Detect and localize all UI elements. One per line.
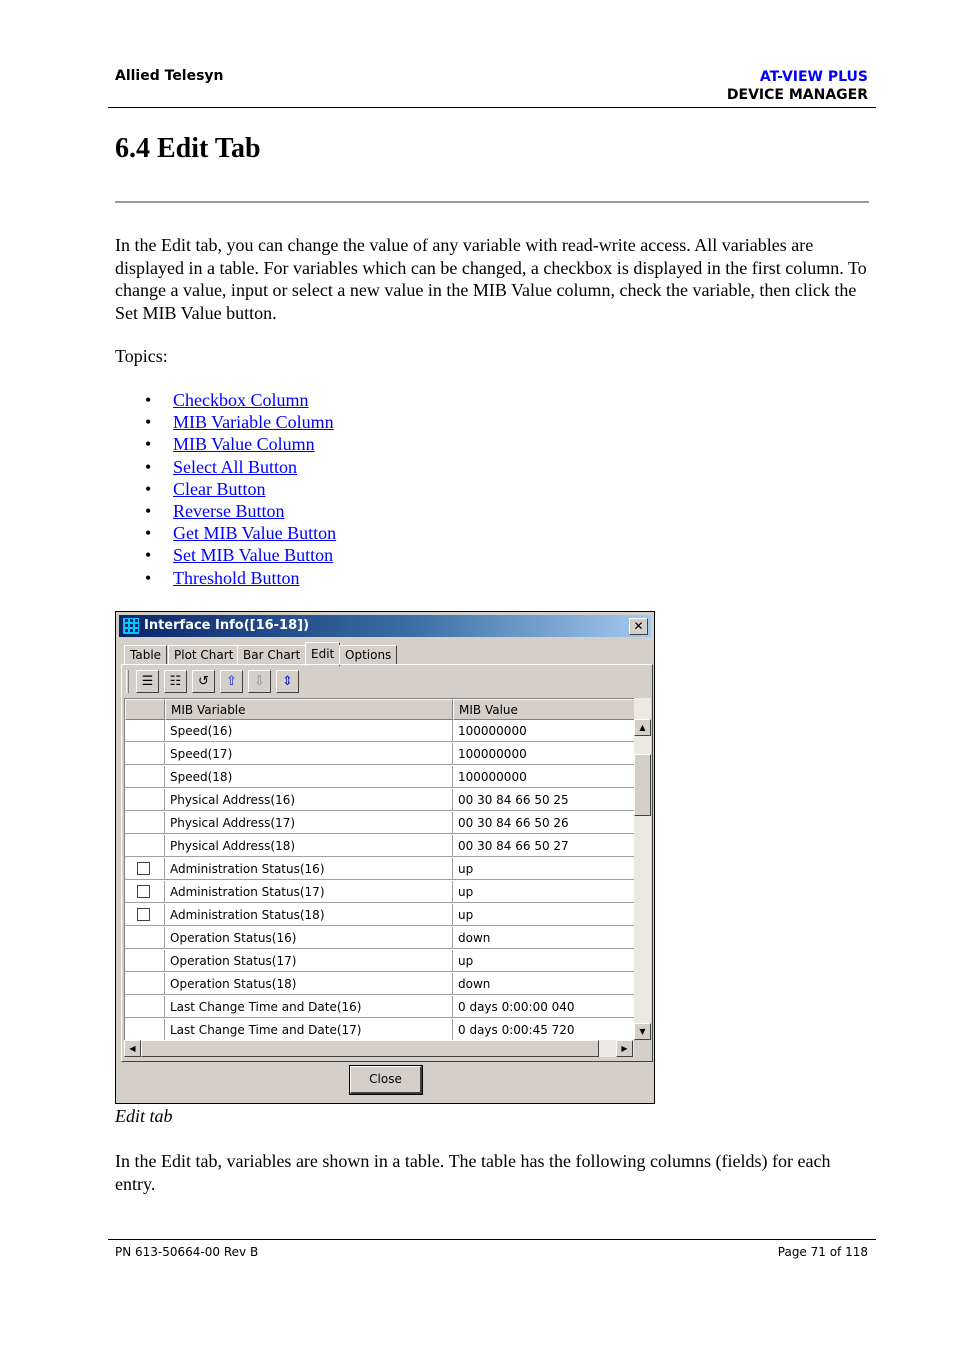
table-row[interactable] — [125, 766, 635, 789]
horizontal-scroll-thumb[interactable] — [141, 1040, 599, 1057]
checkbox-cell[interactable] — [125, 881, 165, 903]
table-row[interactable] — [125, 973, 635, 996]
tab-edit[interactable]: Edit — [305, 642, 340, 666]
topics-list — [115, 389, 336, 589]
tab-bar-chart[interactable]: Bar Chart — [237, 645, 306, 665]
header-divider — [108, 107, 876, 108]
set-mib-value-icon[interactable]: ⇩ — [248, 670, 271, 693]
get-mib-value-icon[interactable]: ⇧ — [220, 670, 243, 693]
table-row[interactable] — [125, 743, 635, 766]
mib-value-cell[interactable]: 0 days 0:00:45 720 — [453, 1019, 635, 1041]
topic-link-set-mib-value-button[interactable]: Set MIB Value Button — [173, 545, 334, 566]
mib-variable-cell: Physical Address(17) — [165, 812, 453, 834]
checkbox-cell — [125, 835, 165, 857]
clear-icon[interactable]: ☷ — [164, 670, 187, 693]
vertical-scrollbar[interactable] — [634, 698, 651, 1040]
checkbox-cell — [125, 789, 165, 811]
checkbox-cell — [125, 766, 165, 788]
column-header-mib-variable[interactable]: MIB Variable — [165, 699, 453, 720]
list-item — [115, 456, 336, 478]
window-titlebar[interactable] — [119, 615, 651, 637]
column-header-checkbox — [125, 699, 165, 720]
table-row[interactable] — [125, 881, 635, 904]
tab-plot-chart[interactable]: Plot Chart — [168, 645, 239, 665]
figure-caption: Edit tab — [115, 1106, 173, 1126]
table-row[interactable] — [125, 904, 635, 927]
list-item — [115, 522, 336, 544]
table-row[interactable] — [125, 858, 635, 881]
table-row[interactable] — [125, 996, 635, 1019]
select-all-icon[interactable]: ☰ — [136, 670, 159, 693]
reverse-icon[interactable]: ↺ — [192, 670, 215, 693]
list-item — [115, 544, 336, 566]
footer-doc-number: PN 613-50664-00 Rev B — [115, 1245, 259, 1259]
topic-link-mib-variable-column[interactable]: MIB Variable Column — [173, 412, 334, 433]
mib-variable-cell: Operation Status(16) — [165, 927, 453, 949]
table-row[interactable] — [125, 1019, 635, 1041]
tab-table[interactable]: Table — [124, 645, 167, 665]
list-item — [115, 411, 336, 433]
table-row[interactable] — [125, 812, 635, 835]
topic-link-clear-button[interactable]: Clear Button — [173, 478, 266, 499]
checkbox-cell — [125, 720, 165, 742]
toolbar-grip — [126, 670, 129, 693]
close-button[interactable]: Close — [350, 1066, 422, 1094]
tab-options[interactable]: Options — [339, 645, 397, 665]
horizontal-scrollbar[interactable] — [124, 1040, 634, 1057]
vertical-scroll-thumb[interactable] — [634, 754, 651, 816]
table-row[interactable] — [125, 927, 635, 950]
header-product-block — [727, 68, 868, 104]
topic-link-checkbox-column[interactable]: Checkbox Column — [173, 390, 309, 410]
mib-value-cell[interactable]: up — [453, 950, 635, 972]
header-product: AT-VIEW PLUS — [759, 69, 868, 85]
mib-table — [124, 698, 635, 1041]
list-item — [115, 567, 336, 589]
mib-variable-cell: Operation Status(18) — [165, 973, 453, 995]
edit-panel — [121, 664, 653, 1062]
footer-divider — [108, 1239, 876, 1240]
mib-value-cell[interactable]: 100000000 — [453, 766, 635, 788]
topic-link-get-mib-value-button[interactable]: Get MIB Value Button — [173, 523, 337, 544]
mib-value-cell[interactable]: up — [453, 858, 635, 880]
mib-variable-cell: Last Change Time and Date(17) — [165, 1019, 453, 1041]
mib-value-cell[interactable]: up — [453, 881, 635, 903]
row-checkbox[interactable] — [137, 908, 150, 921]
header-subtitle: DEVICE MANAGER — [726, 87, 868, 103]
table-row[interactable] — [125, 835, 635, 858]
window-title: Interface Info([16-18]) — [144, 618, 310, 633]
mib-variable-cell: Last Change Time and Date(16) — [165, 996, 453, 1018]
topic-link-reverse-button[interactable]: Reverse Button — [173, 500, 285, 521]
checkbox-cell — [125, 927, 165, 949]
topics-label: Topics: — [115, 346, 168, 366]
checkbox-cell — [125, 743, 165, 765]
topic-link-threshold-button[interactable]: Threshold Button — [173, 567, 300, 588]
mib-variable-cell: Administration Status(16) — [165, 858, 453, 880]
checkbox-cell — [125, 812, 165, 834]
section-title: 6.4 Edit Tab — [115, 133, 261, 164]
column-header-mib-value[interactable]: MIB Value — [453, 699, 635, 720]
threshold-icon[interactable]: ⇕ — [276, 670, 299, 693]
topic-link-mib-value-column[interactable]: MIB Value Column — [173, 434, 315, 455]
mib-variable-cell: Speed(16) — [165, 720, 453, 742]
checkbox-cell — [125, 996, 165, 1018]
mib-variable-cell: Administration Status(18) — [165, 904, 453, 926]
mib-value-cell[interactable]: down — [453, 973, 635, 995]
list-item — [115, 478, 336, 500]
mib-variable-cell: Physical Address(18) — [165, 835, 453, 857]
close-icon[interactable]: ✕ — [629, 618, 648, 635]
mib-value-cell[interactable]: down — [453, 927, 635, 949]
checkbox-cell[interactable] — [125, 904, 165, 926]
footer-page-number: Page 71 of 118 — [777, 1245, 868, 1259]
closing-paragraph: In the Edit tab, variables are shown in a table. The table has the following columns (fields) for each entry. — [115, 1151, 831, 1194]
row-checkbox[interactable] — [137, 885, 150, 898]
mib-variable-cell: Physical Address(16) — [165, 789, 453, 811]
mib-value-cell[interactable]: 00 30 84 66 50 27 — [453, 835, 635, 857]
mib-value-cell[interactable]: 0 days 0:00:00 040 — [453, 996, 635, 1018]
section-divider — [115, 201, 869, 203]
checkbox-cell — [125, 973, 165, 995]
checkbox-cell — [125, 1019, 165, 1041]
checkbox-cell — [125, 950, 165, 972]
list-item — [115, 433, 336, 455]
row-checkbox[interactable] — [137, 862, 150, 875]
mib-value-cell[interactable]: 00 30 84 66 50 25 — [453, 789, 635, 811]
mib-value-cell[interactable]: up — [453, 904, 635, 926]
scroll-down-icon[interactable]: ▼ — [634, 1023, 651, 1040]
grid-app-icon — [123, 618, 139, 634]
list-item — [115, 500, 336, 522]
mib-value-cell[interactable]: 00 30 84 66 50 26 — [453, 812, 635, 834]
scroll-right-icon[interactable]: ▶ — [616, 1040, 633, 1057]
header-company: Allied Telesyn — [115, 68, 224, 84]
topic-link-select-all-button[interactable]: Select All Button — [173, 456, 297, 477]
table-row[interactable] — [125, 950, 635, 973]
mib-value-cell[interactable]: 100000000 — [453, 720, 635, 742]
scroll-left-icon[interactable]: ◀ — [124, 1040, 141, 1057]
intro-paragraph: In the Edit tab, you can change the value of any variable with read-write access. All variables are displayed in a table. For variables which can be changed, a checkbox is displayed in the first column. To change a value, input or select a new value in the MIB Value column, check the variable, then click the Set MIB Value button. — [115, 235, 867, 323]
mib-variable-cell: Speed(17) — [165, 743, 453, 765]
mib-variable-cell: Operation Status(17) — [165, 950, 453, 972]
table-row[interactable] — [125, 720, 635, 743]
interface-info-window — [115, 611, 655, 1104]
mib-variable-cell: Administration Status(17) — [165, 881, 453, 903]
table-row[interactable] — [125, 789, 635, 812]
mib-variable-cell: Speed(18) — [165, 766, 453, 788]
scroll-up-icon[interactable]: ▲ — [634, 719, 651, 736]
checkbox-cell[interactable] — [125, 858, 165, 880]
list-item — [115, 389, 336, 411]
mib-value-cell[interactable]: 100000000 — [453, 743, 635, 765]
